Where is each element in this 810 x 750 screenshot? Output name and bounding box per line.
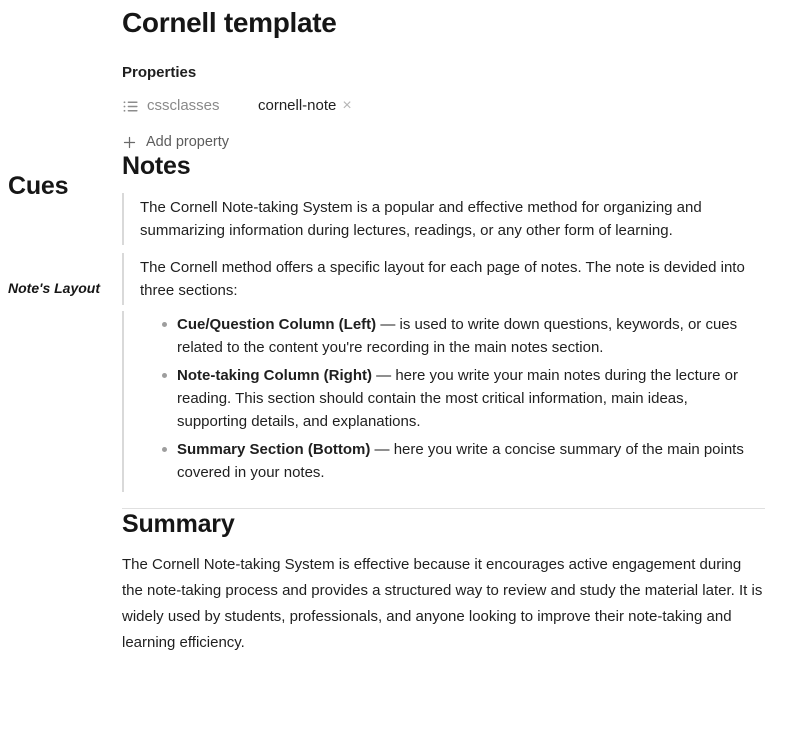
list-item xyxy=(124,313,749,359)
list-item xyxy=(124,364,749,433)
margin-cue-notes-layout: Note's Layout xyxy=(8,280,101,296)
add-property-button[interactable] xyxy=(122,133,229,151)
notes-paragraph-1 xyxy=(122,193,765,245)
list-item-text: Cue/Question Column (Left) — is used to write down questions, keywords, or cues related to the content you're recording in the main notes section. xyxy=(177,316,738,356)
paragraph-text: The Cornell method offers a specific layout for each page of notes. The note is devided into three sections: xyxy=(140,259,745,299)
add-property-label: Add property xyxy=(146,134,230,150)
property-name[interactable]: cssclasses xyxy=(147,97,220,114)
notes-heading: Notes xyxy=(122,152,191,180)
property-tag[interactable]: cornell-note xyxy=(258,97,337,114)
bullet-icon xyxy=(162,447,167,452)
list-item-text: Note-taking Column (Right) — here you write your main notes during the lecture or reading. This section should contain the most critical information, main ideas, supporting details, and explanations. xyxy=(177,367,738,430)
bullet-icon xyxy=(162,373,167,378)
notes-bullet-list xyxy=(122,311,765,492)
properties-heading: Properties xyxy=(122,64,197,81)
list-item xyxy=(124,438,749,484)
summary-heading: Summary xyxy=(122,510,235,538)
property-value[interactable] xyxy=(258,96,352,116)
plus-icon xyxy=(122,135,137,150)
bullet-icon xyxy=(162,322,167,327)
notes-paragraph-2 xyxy=(122,253,765,305)
cue-column-heading: Cues xyxy=(8,172,69,200)
summary-paragraph: The Cornell Note-taking System is effective because it encourages active engagement during the note-taking process and provides a structured way to review and study the material later. It is widely used by students, professionals, and anyone looking to improve their note-taking and learning efficiency. xyxy=(122,556,763,651)
list-item-text: Summary Section (Bottom) — here you write a concise summary of the main points covered in your notes. xyxy=(177,441,744,481)
remove-tag-icon[interactable]: × xyxy=(342,97,352,114)
page-title[interactable]: Cornell template xyxy=(122,7,337,38)
property-row[interactable] xyxy=(122,95,765,117)
list-icon[interactable] xyxy=(122,98,139,115)
property-key[interactable] xyxy=(122,96,258,116)
paragraph-text: The Cornell Note-taking System is a popular and effective method for organizing and summarizing information during lectures, readings, or any other form of learning. xyxy=(140,199,702,239)
